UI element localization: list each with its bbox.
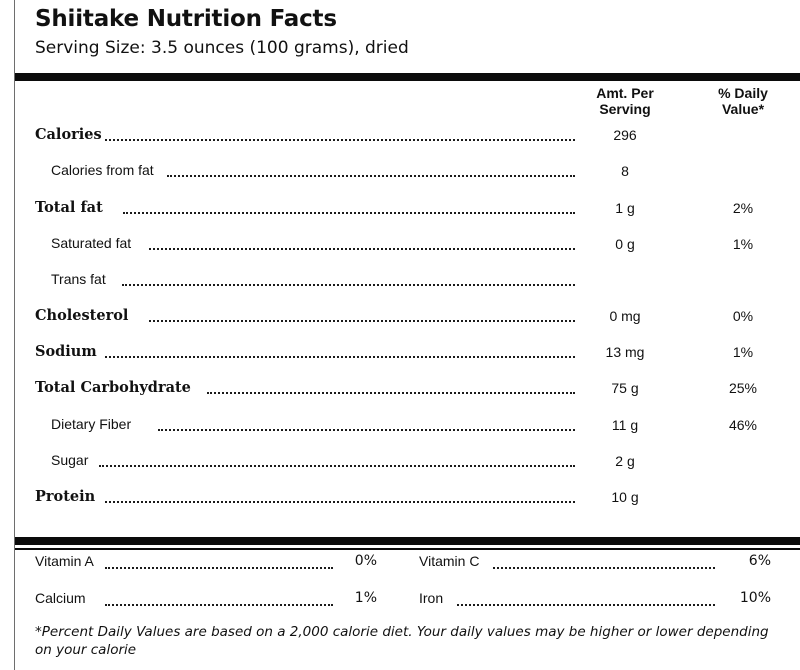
nutrient-label: Total fat: [35, 199, 103, 216]
header-line: Value*: [721, 101, 765, 117]
vitamin-row-iron: [419, 588, 771, 616]
nutrient-row-cholesterol: [15, 305, 800, 341]
nutrient-row-dietary-fiber: [15, 414, 800, 450]
dot-leader: [207, 392, 575, 394]
amount-per-serving-header: [575, 85, 675, 117]
dot-leader: [105, 356, 575, 358]
vitamin-row-calcium: [35, 588, 377, 616]
vitamin-label: Calcium: [35, 590, 86, 606]
dot-leader: [457, 604, 715, 606]
dot-leader: [105, 604, 333, 606]
nutrient-amount: 8: [621, 163, 629, 179]
header-line: Amt. Per: [596, 85, 654, 101]
nutrient-amount: 10 g: [611, 489, 639, 505]
nutrient-daily-value: 25%: [728, 380, 758, 396]
vitamin-value: 0%: [354, 553, 377, 569]
nutrient-row-calories-from-fat: [15, 160, 800, 196]
nutrient-daily-value: 1%: [732, 344, 754, 360]
nutrient-amount: 0 g: [615, 236, 635, 252]
nutrient-label: Calories: [35, 126, 102, 143]
nutrient-row-calories: [15, 124, 800, 160]
vitamin-label: Vitamin A: [35, 553, 94, 569]
dot-leader: [167, 175, 575, 177]
nutrient-label: Sugar: [51, 452, 89, 468]
nutrient-label: Total Carbohydrate: [35, 379, 191, 396]
nutrient-label: Saturated fat: [51, 235, 132, 251]
vitamin-value: 10%: [739, 590, 771, 606]
nutrient-amount: 13 mg: [605, 344, 645, 360]
dot-leader: [105, 501, 575, 503]
daily-value-header: [693, 85, 793, 117]
dot-leader: [158, 429, 575, 431]
nutrient-label: Protein: [35, 488, 96, 505]
nutrient-row-total-fat: [15, 197, 800, 233]
vitamin-value: 1%: [354, 590, 377, 606]
nutrient-row-trans-fat: [15, 269, 800, 305]
vitamin-row-vitamin-a: [35, 551, 377, 579]
page-title: Shiitake Nutrition Facts: [35, 6, 337, 32]
nutrient-label: Dietary Fiber: [51, 416, 132, 432]
vitamin-row-vitamin-c: [419, 551, 771, 579]
nutrient-daily-value: 46%: [728, 417, 758, 433]
nutrient-row-saturated-fat: [15, 233, 800, 269]
vitamin-label: Vitamin C: [419, 553, 480, 569]
serving-size: Serving Size: 3.5 ounces (100 grams), dried: [35, 38, 409, 58]
dot-leader: [123, 212, 575, 214]
vitamin-value: 6%: [748, 553, 771, 569]
divider-line: [15, 548, 800, 550]
nutrient-label: Sodium: [35, 343, 97, 360]
nutrient-amount: 1 g: [615, 200, 635, 216]
nutrient-amount: 11 g: [611, 417, 639, 433]
nutrition-facts-panel: [14, 0, 800, 670]
nutrient-row-protein: [15, 486, 800, 522]
nutrient-row-sodium: [15, 341, 800, 377]
footnote: *Percent Daily Values are based on a 2,000 calorie diet. Your daily values may be higher or lower depending on your calorie: [35, 624, 769, 658]
nutrient-amount: 75 g: [611, 380, 639, 396]
nutrient-amount: 296: [613, 127, 637, 143]
nutrient-daily-value: 2%: [732, 200, 754, 216]
nutrient-label: Trans fat: [51, 271, 106, 287]
nutrient-row-total-carbohydrate: [15, 377, 800, 413]
dot-leader: [493, 567, 715, 569]
nutrient-daily-value: 1%: [732, 236, 754, 252]
nutrient-daily-value: 0%: [732, 308, 754, 324]
dot-leader: [105, 567, 333, 569]
header-line: Serving: [599, 101, 651, 117]
divider-bar-bottom: [15, 537, 800, 545]
nutrient-amount: 2 g: [615, 453, 635, 469]
nutrient-row-sugar: [15, 450, 800, 486]
nutrient-label: Calories from fat: [51, 162, 154, 178]
nutrient-amount: 0 mg: [609, 308, 641, 324]
nutrient-label: Cholesterol: [35, 307, 129, 324]
header-line: % Daily: [718, 85, 768, 101]
dot-leader: [149, 248, 575, 250]
dot-leader: [122, 284, 575, 286]
vitamin-label: Iron: [419, 590, 444, 606]
divider-bar-top: [15, 73, 800, 81]
dot-leader: [105, 139, 575, 141]
dot-leader: [149, 320, 575, 322]
dot-leader: [99, 465, 575, 467]
